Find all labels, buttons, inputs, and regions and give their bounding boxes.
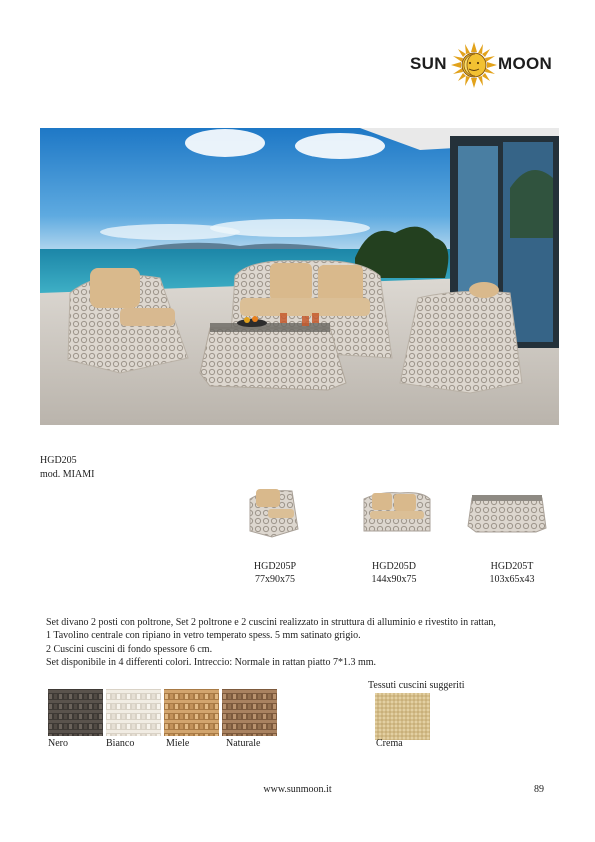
item-code-armchair: HGD205P	[253, 561, 297, 572]
item-dims-table: 103x65x43	[489, 574, 535, 585]
swatch-label-bianco: Bianco	[106, 738, 135, 749]
swatch-label-naturale: Naturale	[226, 738, 261, 749]
item-dims-sofa: 144x90x75	[371, 574, 417, 585]
swatch-nero	[48, 689, 103, 736]
product-code: HGD205	[40, 455, 77, 466]
brand-moon-text: MOON	[498, 54, 553, 73]
brand-logo	[410, 42, 552, 88]
fabric-swatch-crema	[375, 693, 430, 740]
description-line: Set disponibile in 4 differenti colori. Intreccio: Normale in rattan piatto 7*1.3 mm.	[46, 657, 377, 669]
brand-sun-text: SUN	[410, 54, 447, 73]
swatch-miele	[164, 689, 219, 736]
item-dims-armchair: 77x90x75	[255, 574, 295, 585]
product-model: mod. MIAMI	[40, 469, 95, 480]
coffee-table-icon	[466, 490, 548, 536]
fabrics-title: Tessuti cuscini suggeriti	[368, 680, 465, 691]
description-line: Set divano 2 posti con poltrone, Set 2 poltrone e 2 cuscini realizzato in struttura di alluminio e rivestito in rattan,	[46, 617, 496, 628]
swatch-label-miele: Miele	[166, 738, 190, 749]
footer-website: www.sunmoon.it	[263, 784, 332, 795]
fabric-label-crema: Crema	[376, 738, 403, 749]
swatch-naturale	[222, 689, 277, 736]
outdoor-rattan-sofa-set-photo	[40, 128, 559, 425]
description-line: 1 Tavolino centrale con ripiano in vetro temperato spess. 5 mm satinato grigio.	[46, 630, 361, 642]
swatch-bianco	[106, 689, 161, 736]
swatch-label-nero: Nero	[48, 738, 68, 749]
sun-moon-face-icon	[451, 42, 497, 88]
page-number: 89	[534, 784, 544, 795]
hero-photo	[40, 128, 559, 425]
armchair-icon	[246, 485, 304, 543]
description-line: 2 Cuscini cuscini di fondo spessore 6 cm.	[46, 643, 213, 655]
product-description	[46, 616, 556, 670]
sofa-icon	[360, 485, 434, 543]
item-code-sofa: HGD205D	[372, 561, 416, 572]
item-code-table: HGD205T	[490, 561, 534, 572]
